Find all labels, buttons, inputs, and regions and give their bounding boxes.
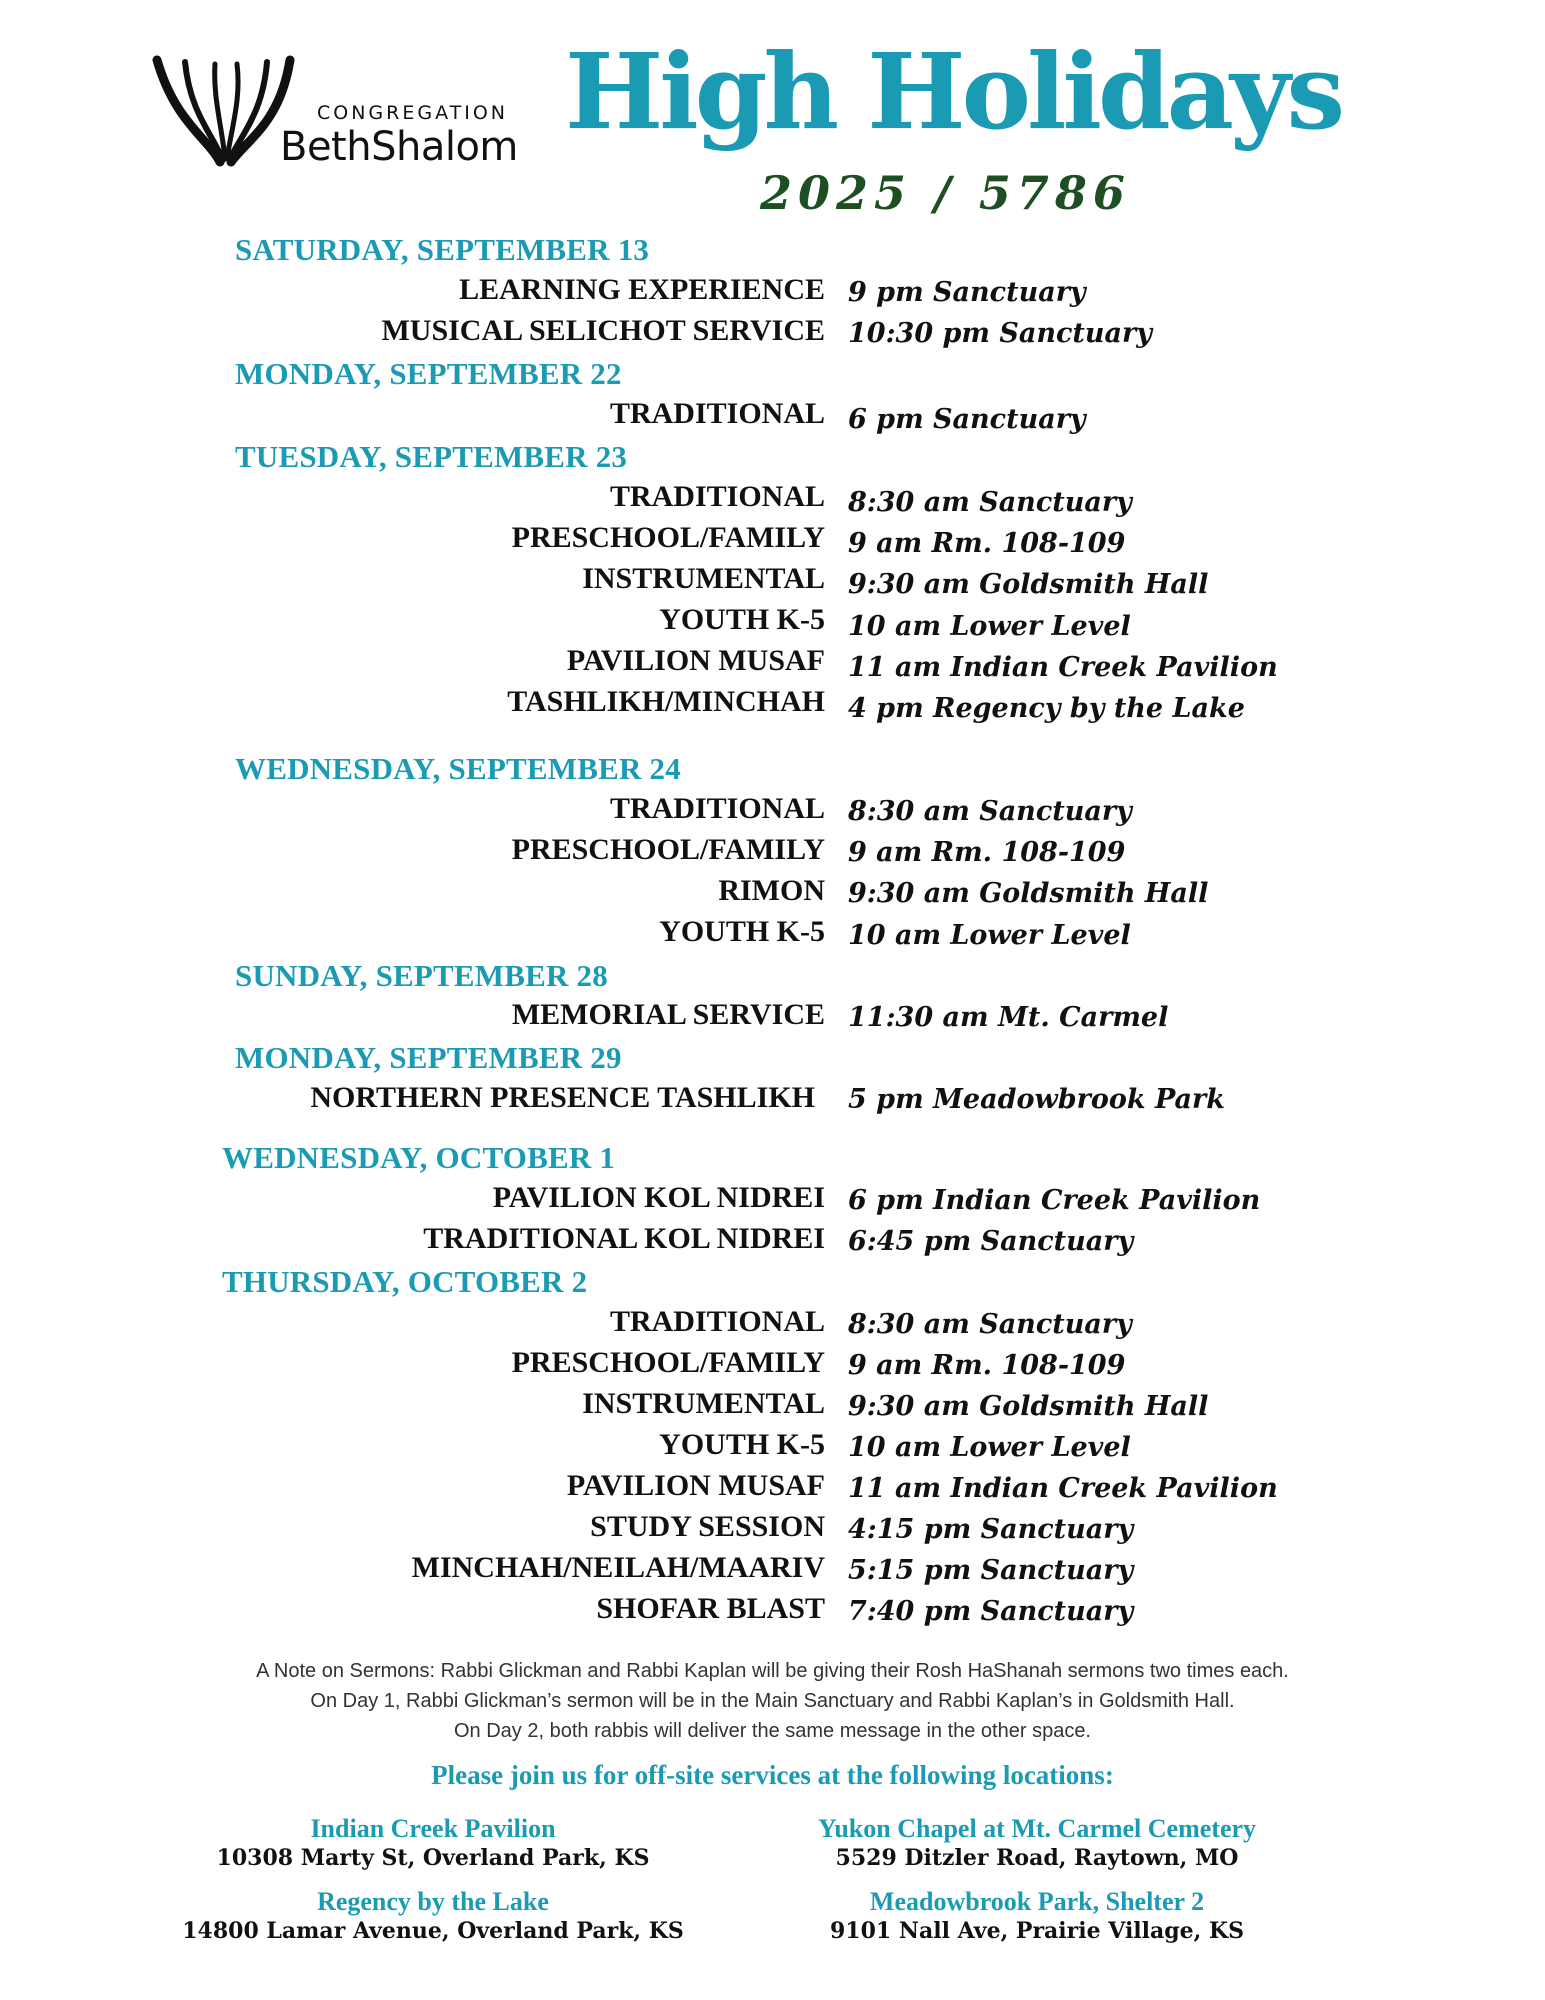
day-heading: MONDAY, SEPTEMBER 22	[235, 356, 622, 391]
event-time: 10 am Lower Level	[848, 611, 1131, 642]
event-name: SHOFAR BLAST	[596, 1592, 825, 1625]
sermon-note-line: On Day 1, Rabbi Glickman’s sermon will be in the Main Sanctuary and Rabbi Kaplan’s in Goldsmith Hall.	[310, 1690, 1235, 1712]
location-address: 14800 Lamar Avenue, Overland Park, KS	[182, 1918, 684, 1944]
location-address: 10308 Marty St, Overland Park, KS	[216, 1845, 650, 1871]
offsite-heading: Please join us for off-site services at the following locations:	[431, 1760, 1114, 1790]
day-heading: SUNDAY, SEPTEMBER 28	[235, 958, 608, 993]
event-name: YOUTH K-5	[659, 1428, 825, 1461]
event-time: 4:15 pm Sanctuary	[848, 1514, 1134, 1545]
event-time: 9:30 am Goldsmith Hall	[848, 569, 1209, 600]
event-time: 6:45 pm Sanctuary	[848, 1226, 1134, 1257]
sermon-note-line: A Note on Sermons: Rabbi Glickman and Rabbi Kaplan will be giving their Rosh HaShanah sermons two times each.	[256, 1660, 1289, 1682]
event-name: PRESCHOOL/FAMILY	[511, 521, 825, 554]
event-name: INSTRUMENTAL	[582, 562, 825, 595]
location-name: Yukon Chapel at Mt. Carmel Cemetery	[817, 1814, 1257, 1843]
event-time: 10 am Lower Level	[848, 1432, 1131, 1463]
event-name: YOUTH K-5	[659, 603, 825, 636]
event-name: TRADITIONAL KOL NIDREI	[423, 1222, 825, 1255]
event-time: 4 pm Regency by the Lake	[848, 693, 1245, 724]
event-name: MEMORIAL SERVICE	[511, 998, 825, 1031]
day-heading: THURSDAY, OCTOBER 2	[222, 1264, 588, 1299]
day-heading: SATURDAY, SEPTEMBER 13	[235, 232, 650, 267]
day-heading: MONDAY, SEPTEMBER 29	[235, 1040, 622, 1075]
day-heading: TUESDAY, SEPTEMBER 23	[235, 439, 628, 474]
event-time: 8:30 am Sanctuary	[848, 1309, 1132, 1340]
day-heading: WEDNESDAY, OCTOBER 1	[222, 1140, 616, 1175]
location-address: 9101 Nall Ave, Prairie Village, KS	[830, 1918, 1244, 1944]
congregation-logo	[145, 52, 525, 172]
location-name: Regency by the Lake	[317, 1887, 549, 1916]
event-name: PRESCHOOL/FAMILY	[511, 833, 825, 866]
page-subtitle: 2025 / 5786	[760, 166, 1131, 220]
event-time: 8:30 am Sanctuary	[848, 796, 1132, 827]
event-time: 9 am Rm. 108-109	[848, 1350, 1126, 1381]
event-time: 9 am Rm. 108-109	[848, 837, 1126, 868]
event-name: LEARNING EXPERIENCE	[459, 273, 825, 306]
menorah-tree-icon	[145, 52, 295, 167]
logo-name: BethShalom	[280, 124, 518, 170]
event-time: 9:30 am Goldsmith Hall	[848, 1391, 1209, 1422]
event-name: MUSICAL SELICHOT SERVICE	[381, 314, 825, 347]
event-name: TASHLIKH/MINCHAH	[507, 685, 825, 718]
event-time: 7:40 pm Sanctuary	[848, 1596, 1134, 1627]
event-name: STUDY SESSION	[590, 1510, 825, 1543]
day-heading: WEDNESDAY, SEPTEMBER 24	[235, 751, 681, 786]
event-time: 10:30 pm Sanctuary	[848, 318, 1152, 349]
event-name: MINCHAH/NEILAH/MAARIV	[411, 1551, 825, 1584]
logo-small-text: CONGREGATION	[317, 102, 508, 124]
event-name: TRADITIONAL	[609, 397, 825, 430]
event-name: TRADITIONAL	[609, 480, 825, 513]
location-address: 5529 Ditzler Road, Raytown, MO	[835, 1845, 1239, 1871]
event-name: PAVILION MUSAF	[566, 644, 825, 677]
event-time: 6 pm Sanctuary	[848, 404, 1086, 435]
location-name: Indian Creek Pavilion	[310, 1814, 556, 1843]
event-name: PRESCHOOL/FAMILY	[511, 1346, 825, 1379]
event-name: PAVILION MUSAF	[566, 1469, 825, 1502]
event-name: NORTHERN PRESENCE TASHLIKH	[310, 1081, 815, 1114]
sermon-note-line: On Day 2, both rabbis will deliver the same message in the other space.	[454, 1720, 1091, 1742]
event-time: 9:30 am Goldsmith Hall	[848, 878, 1209, 909]
event-time: 10 am Lower Level	[848, 920, 1131, 951]
event-time: 5:15 pm Sanctuary	[848, 1555, 1134, 1586]
event-time: 11:30 am Mt. Carmel	[848, 1002, 1169, 1033]
location-name: Meadowbrook Park, Shelter 2	[869, 1887, 1205, 1916]
event-name: PAVILION KOL NIDREI	[492, 1181, 825, 1214]
event-time: 11 am Indian Creek Pavilion	[848, 1473, 1278, 1504]
event-name: YOUTH K-5	[659, 915, 825, 948]
event-time: 8:30 am Sanctuary	[848, 487, 1132, 518]
event-name: RIMON	[718, 874, 825, 907]
event-name: INSTRUMENTAL	[582, 1387, 825, 1420]
event-name: TRADITIONAL	[609, 792, 825, 825]
event-time: 5 pm Meadowbrook Park	[848, 1084, 1225, 1115]
event-time: 9 am Rm. 108-109	[848, 528, 1126, 559]
event-time: 9 pm Sanctuary	[848, 277, 1086, 308]
event-time: 6 pm Indian Creek Pavilion	[848, 1185, 1261, 1216]
page-title: High Holidays	[565, 30, 1342, 153]
event-name: TRADITIONAL	[609, 1305, 825, 1338]
event-time: 11 am Indian Creek Pavilion	[848, 652, 1278, 683]
